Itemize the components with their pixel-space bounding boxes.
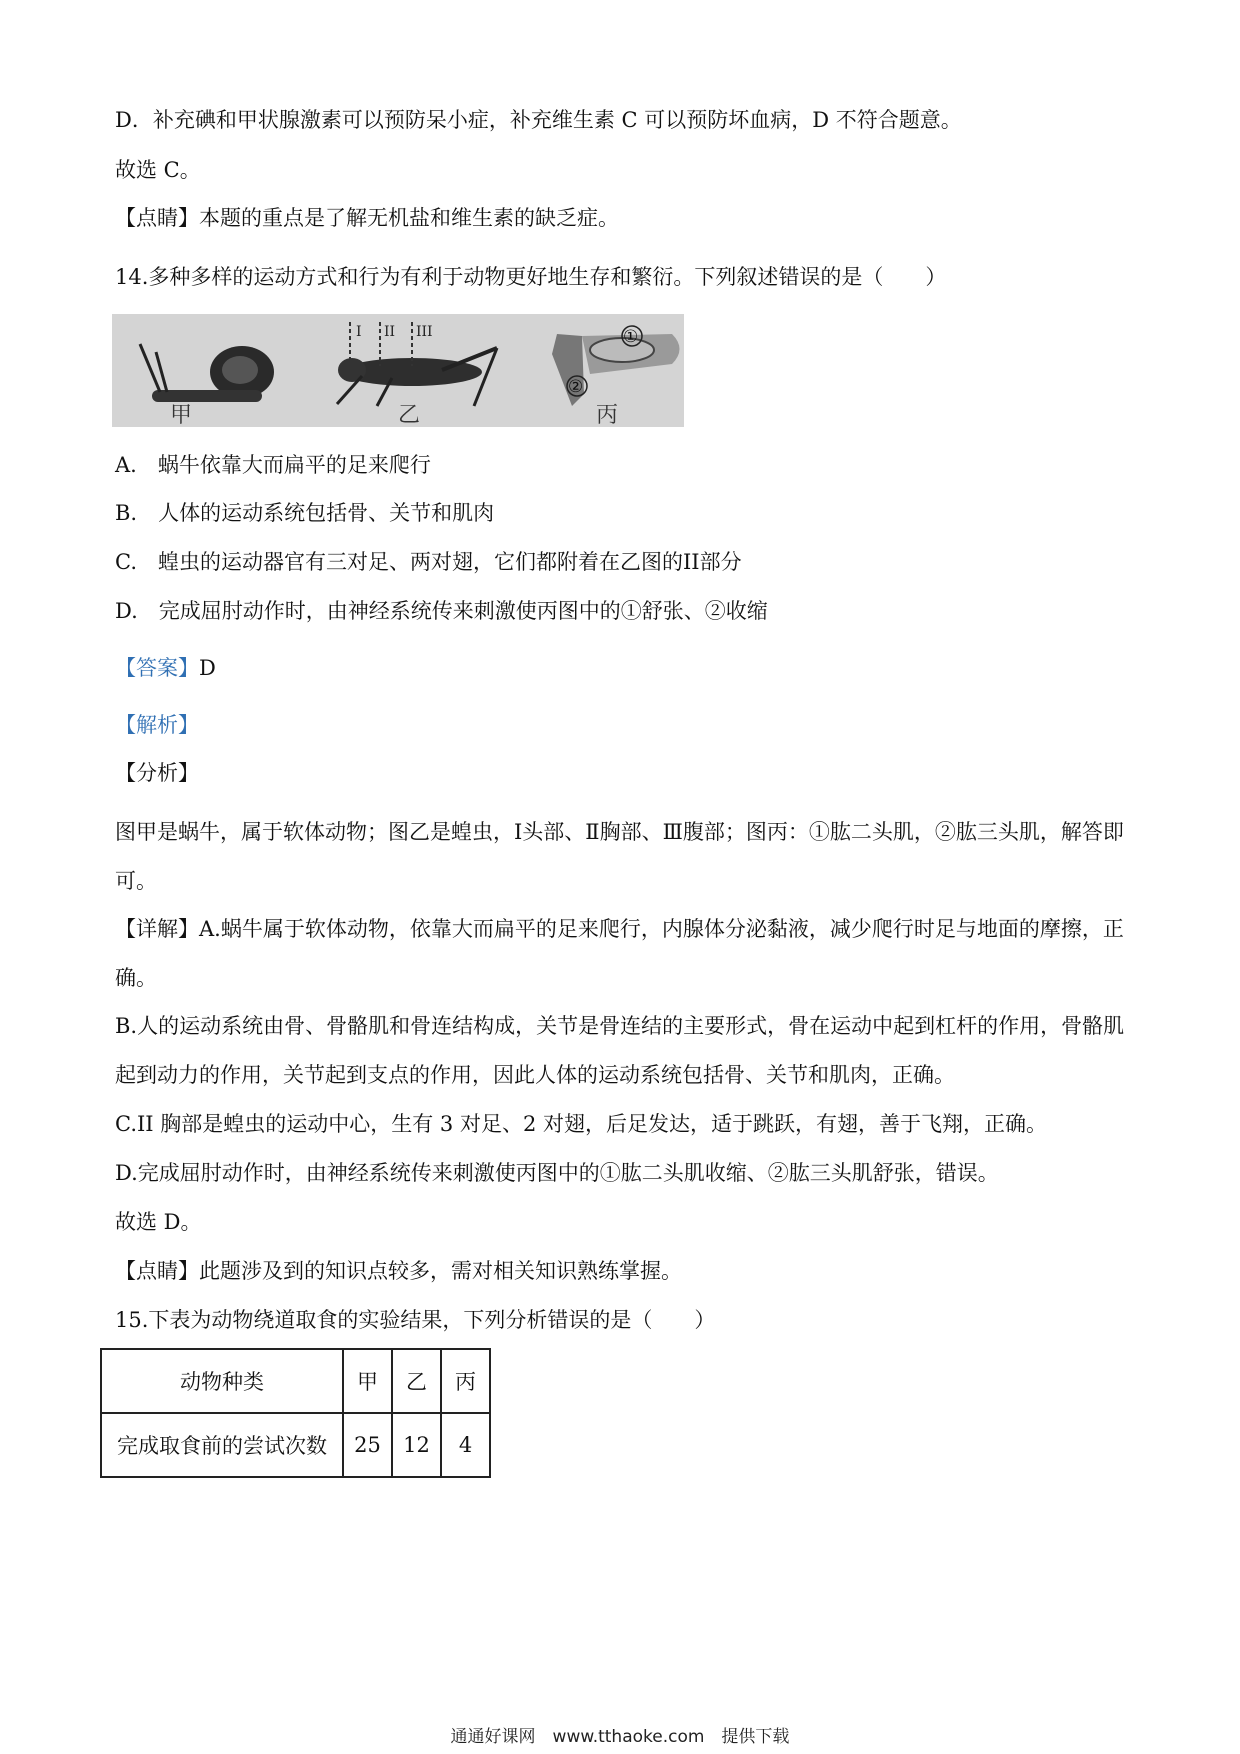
marker-circle-2: ② [568,377,584,397]
text-line-d: D．补充碘和甲状腺激素可以预防呆小症，补充维生素 C 可以预防坏血病，D 不符合题意。 [115,108,962,132]
guxuan-d: 故选 D。 [115,1210,202,1234]
text-line-choose-c: 故选 C。 [115,158,201,182]
option-d: D. 完成屈肘动作时，由神经系统传来刺激使丙图中的①舒张、②收缩 [115,599,768,623]
answer-value: D [199,656,216,680]
text-line-dianjing: 【点睛】本题的重点是了解无机盐和维生素的缺乏症。 [115,206,619,230]
question-15-stem: 15.下表为动物绕道取食的实验结果，下列分析错误的是（ ） [115,1308,716,1332]
table-cell: 4 [441,1413,490,1477]
xiangjie-a: 【详解】A.蜗牛属于软体动物，依靠大而扁平的足来爬行，内腺体分泌黏液，减少爬行时足与地面的摩擦，正确。 [115,917,1124,990]
table-header-cell: 乙 [392,1349,441,1413]
marker-I: I [356,324,362,340]
xiangjie-c: C.II 胸部是蝗虫的运动中心，生有 3 对足、2 对翅，后足发达，适于跳跃，有翅，善于飞翔，正确。 [115,1112,1048,1136]
option-c: C. 蝗虫的运动器官有三对足、两对翅，它们都附着在乙图的II部分 [115,550,742,574]
marker-circle-1: ① [623,327,639,347]
snail-illustration [140,344,274,402]
arm-illustration [552,326,680,406]
fenxi-tag: 【分析】 [115,761,199,785]
marker-II: II [384,324,396,340]
table-cell: 完成取食前的尝试次数 [101,1413,343,1477]
table-cell: 12 [392,1413,441,1477]
table-header-cell: 甲 [343,1349,392,1413]
table-header-cell: 丙 [441,1349,490,1413]
table-cell: 25 [343,1413,392,1477]
xiangjie-b: B.人的运动系统由骨、骨骼肌和骨连结构成，关节是骨连结的主要形式，骨在运动中起到杠杆的作用，骨骼肌起到动力的作用，关节起到支点的作用，因此人体的运动系统包括骨、关节和肌肉，正确。 [115,1014,1125,1087]
question-14-stem: 14.多种多样的运动方式和行为有利于动物更好地生存和繁衍。下列叙述错误的是（ ） [115,265,947,289]
table-header-row [101,1349,490,1413]
marker-III: III [416,324,433,340]
answer-tag: 【答案】 [115,656,199,680]
table-header-cell: 动物种类 [101,1349,343,1413]
answer-line [115,653,216,683]
figure-label-jia: 甲 [170,403,193,427]
dianjing-14: 【点睛】此题涉及到的知识点较多，需对相关知识熟练掌握。 [115,1259,682,1283]
xiangjie-d: D.完成屈肘动作时，由神经系统传来刺激使丙图中的①肱二头肌收缩、②肱三头肌舒张，错误。 [115,1161,999,1185]
table-row [101,1413,490,1477]
question-14-figure [112,314,684,427]
figure-label-yi: 乙 [398,403,421,427]
fenxi-text: 图甲是蜗牛，属于软体动物；图乙是蝗虫，Ⅰ头部、Ⅱ胸部、Ⅲ腹部；图丙：①肱二头肌，②肱三头肌，解答即可。 [115,820,1124,893]
option-b: B. 人体的运动系统包括骨、关节和肌肉 [115,501,495,525]
page-footer: 通通好课网 www.tthaoke.com 提供下载 [450,1727,790,1747]
figure-label-bing: 丙 [596,403,619,427]
experiment-table [100,1348,491,1478]
grasshopper-illustration [337,322,497,406]
jiexi-tag: 【解析】 [115,713,199,737]
option-a: A. 蜗牛依靠大而扁平的足来爬行 [115,453,431,477]
